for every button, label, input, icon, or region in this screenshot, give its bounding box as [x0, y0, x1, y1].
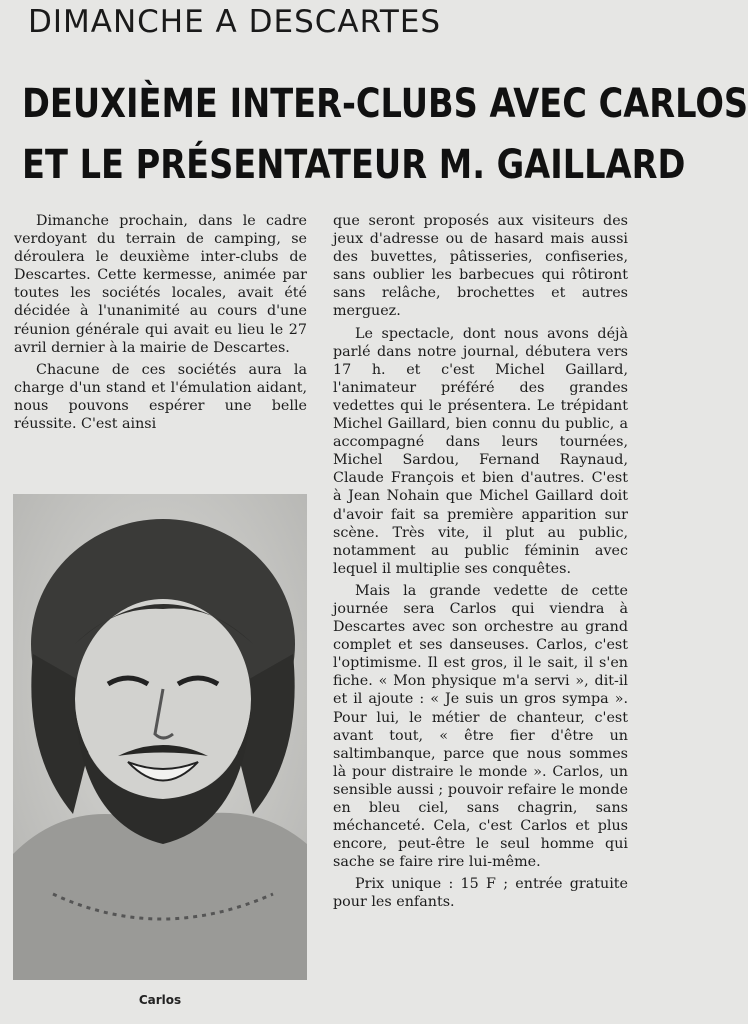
carlos-photo — [13, 494, 307, 980]
photo-caption: Carlos — [138, 993, 182, 1007]
article-column-right — [333, 212, 628, 912]
paragraph: Prix unique : 15 F ; entrée gratuite pour les enfants. — [333, 876, 628, 911]
paragraph: que seront proposés aux visiteurs des jeux d'adresse ou de hasard mais aussi des buvettes, pâtisseries, confiseries, sans oublier les barbecues qui rôtiront sans relâche, brochettes et autres merguez. — [333, 213, 628, 320]
headline-line-1: DEUXIÈME INTER-CLUBS AVEC CARLOS — [22, 81, 748, 127]
paragraph: Dimanche prochain, dans le cadre verdoyant du terrain de camping, se déroulera le deuxième inter-clubs de Descartes. Cette kermesse, animée par toutes les sociétés locales, avait été décidée à l'unanimité au cours d'une réunion générale qui avait eu lieu le 27 avril dernier à la mairie de Descartes. — [14, 213, 307, 356]
paragraph: Chacune de ces sociétés aura la charge d'un stand et l'émulation aidant, nous pouvons espérer une belle réussite. C'est ainsi — [14, 361, 307, 433]
article-column-left — [14, 212, 307, 433]
headline — [22, 74, 748, 196]
section-kicker: DIMANCHE A DESCARTES — [28, 4, 442, 40]
headline-line-2: ET LE PRÉSENTATEUR M. GAILLARD — [22, 142, 686, 188]
bearded-man-portrait-icon — [13, 494, 307, 980]
paragraph: Le spectacle, dont nous avons déjà parlé dans notre journal, débutera vers 17 h. et c'est Michel Gaillard, l'animateur préféré des grandes vedettes qui le présentera. Le trépidant Michel Gaillard, bien connu du public, a accompagné dans leurs tournées, Michel Sardou, Fernand Raynaud, Claude François et bien d'autres. C'est à Jean Nohain que Michel Gaillard doit d'avoir fait sa première apparition sur scène. Très vite, il plut au public, notamment au public féminin avec lequel il multiplie ses conquêtes. — [333, 325, 628, 577]
paragraph: Mais la grande vedette de cette journée sera Carlos qui viendra à Descartes avec son orchestre au grand complet et ses danseuses. Carlos, c'est l'optimisme. Il est gros, il le sait, il s'en fiche. « Mon physique m'a servi », dit-il et il ajoute : « Je suis un gros sympa ». Pour lui, le métier de chanteur, c'est avant tout, « être fier d'être un saltimbanque, parce que nous sommes là pour distraire le monde ». Carlos, un sensible aussi ; pouvoir refaire le monde en bleu ciel, sans chagrin, sans méchanceté. Cela, c'est Carlos et plus encore, peut-être le seul homme qui sache se faire rire lui-même. — [333, 582, 628, 871]
